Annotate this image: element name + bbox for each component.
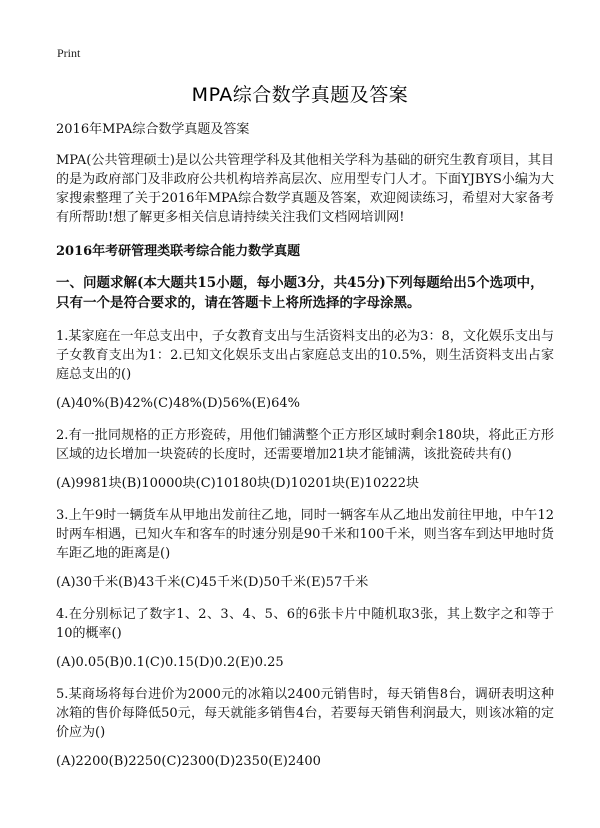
section-heading: 2016年考研管理类联考综合能力数学真题 [56,244,301,259]
question-3: 3.上午9时一辆货车从甲地出发前往乙地，同时一辆客车从乙地出发前往甲地，中午12时两车相遇，已知火车和客车的时速分别是90千米和100千米，则当客车到达甲地时货车距乙地的距离是() [56,508,554,561]
question-1: 1.某家庭在一年总支出中，子女教育支出与生活资料支出的必为3：8，文化娱乐支出与子女教育支出为1：2.已知文化娱乐支出占家庭总支出的10.5%，则生活资料支出占家庭总支出的() [56,329,554,382]
question-4: 4.在分别标记了数字1、2、3、4、5、6的6张卡片中随机取3张，其上数字之和等于10的概率() [56,607,554,641]
page-title: MPA综合数学真题及答案 [191,84,409,106]
document-body [56,120,554,784]
document-subtitle: 2016年MPA综合数学真题及答案 [56,122,250,137]
part-heading: 一、问题求解(本大题共15小题，每小题3分，共45分)下列每题给出5个选项中，只有一个是符合要求的，请在答题卡上将所选择的字母涂黑。 [56,275,544,311]
question-2: 2.有一批同规格的正方形瓷砖，用他们铺满整个正方形区域时剩余180块，将此正方形区域的边长增加一块瓷砖的长度时，还需要增加21块才能铺满，该批瓷砖共有() [56,428,554,462]
question-1-options: (A)40%(B)42%(C)48%(D)56%(E)64% [56,396,300,411]
print-label: Print [57,46,81,60]
question-5-options: (A)2200(B)2250(C)2300(D)2350(E)2400 [56,754,321,769]
intro-paragraph: MPA(公共管理硕士)是以公共管理学科及其他相关学科为基础的研究生教育项目，其目的是为政府部门及非政府公共机构培养高层次、应用型专门人才。下面YJBYS小编为大家搜索整理了关于2016年MPA综合数学真题及答案，欢迎阅读练习，希望对大家备考有所帮助!想了解更多相关信息请持续关注我们文档网培训网! [56,153,554,225]
question-5: 5.某商场将每台进价为2000元的冰箱以2400元销售时，每天销售8台，调研表明这种冰箱的售价每降低50元，每天就能多销售4台，若要每天销售利润最大，则该冰箱的定价应为() [56,687,554,740]
question-4-options: (A)0.05(B)0.1(C)0.15(D)0.2(E)0.25 [56,655,284,670]
question-3-options: (A)30千米(B)43千米(C)45千米(D)50千米(E)57千米 [56,575,369,590]
question-2-options: (A)9981块(B)10000块(C)10180块(D)10201块(E)10222块 [56,476,420,491]
